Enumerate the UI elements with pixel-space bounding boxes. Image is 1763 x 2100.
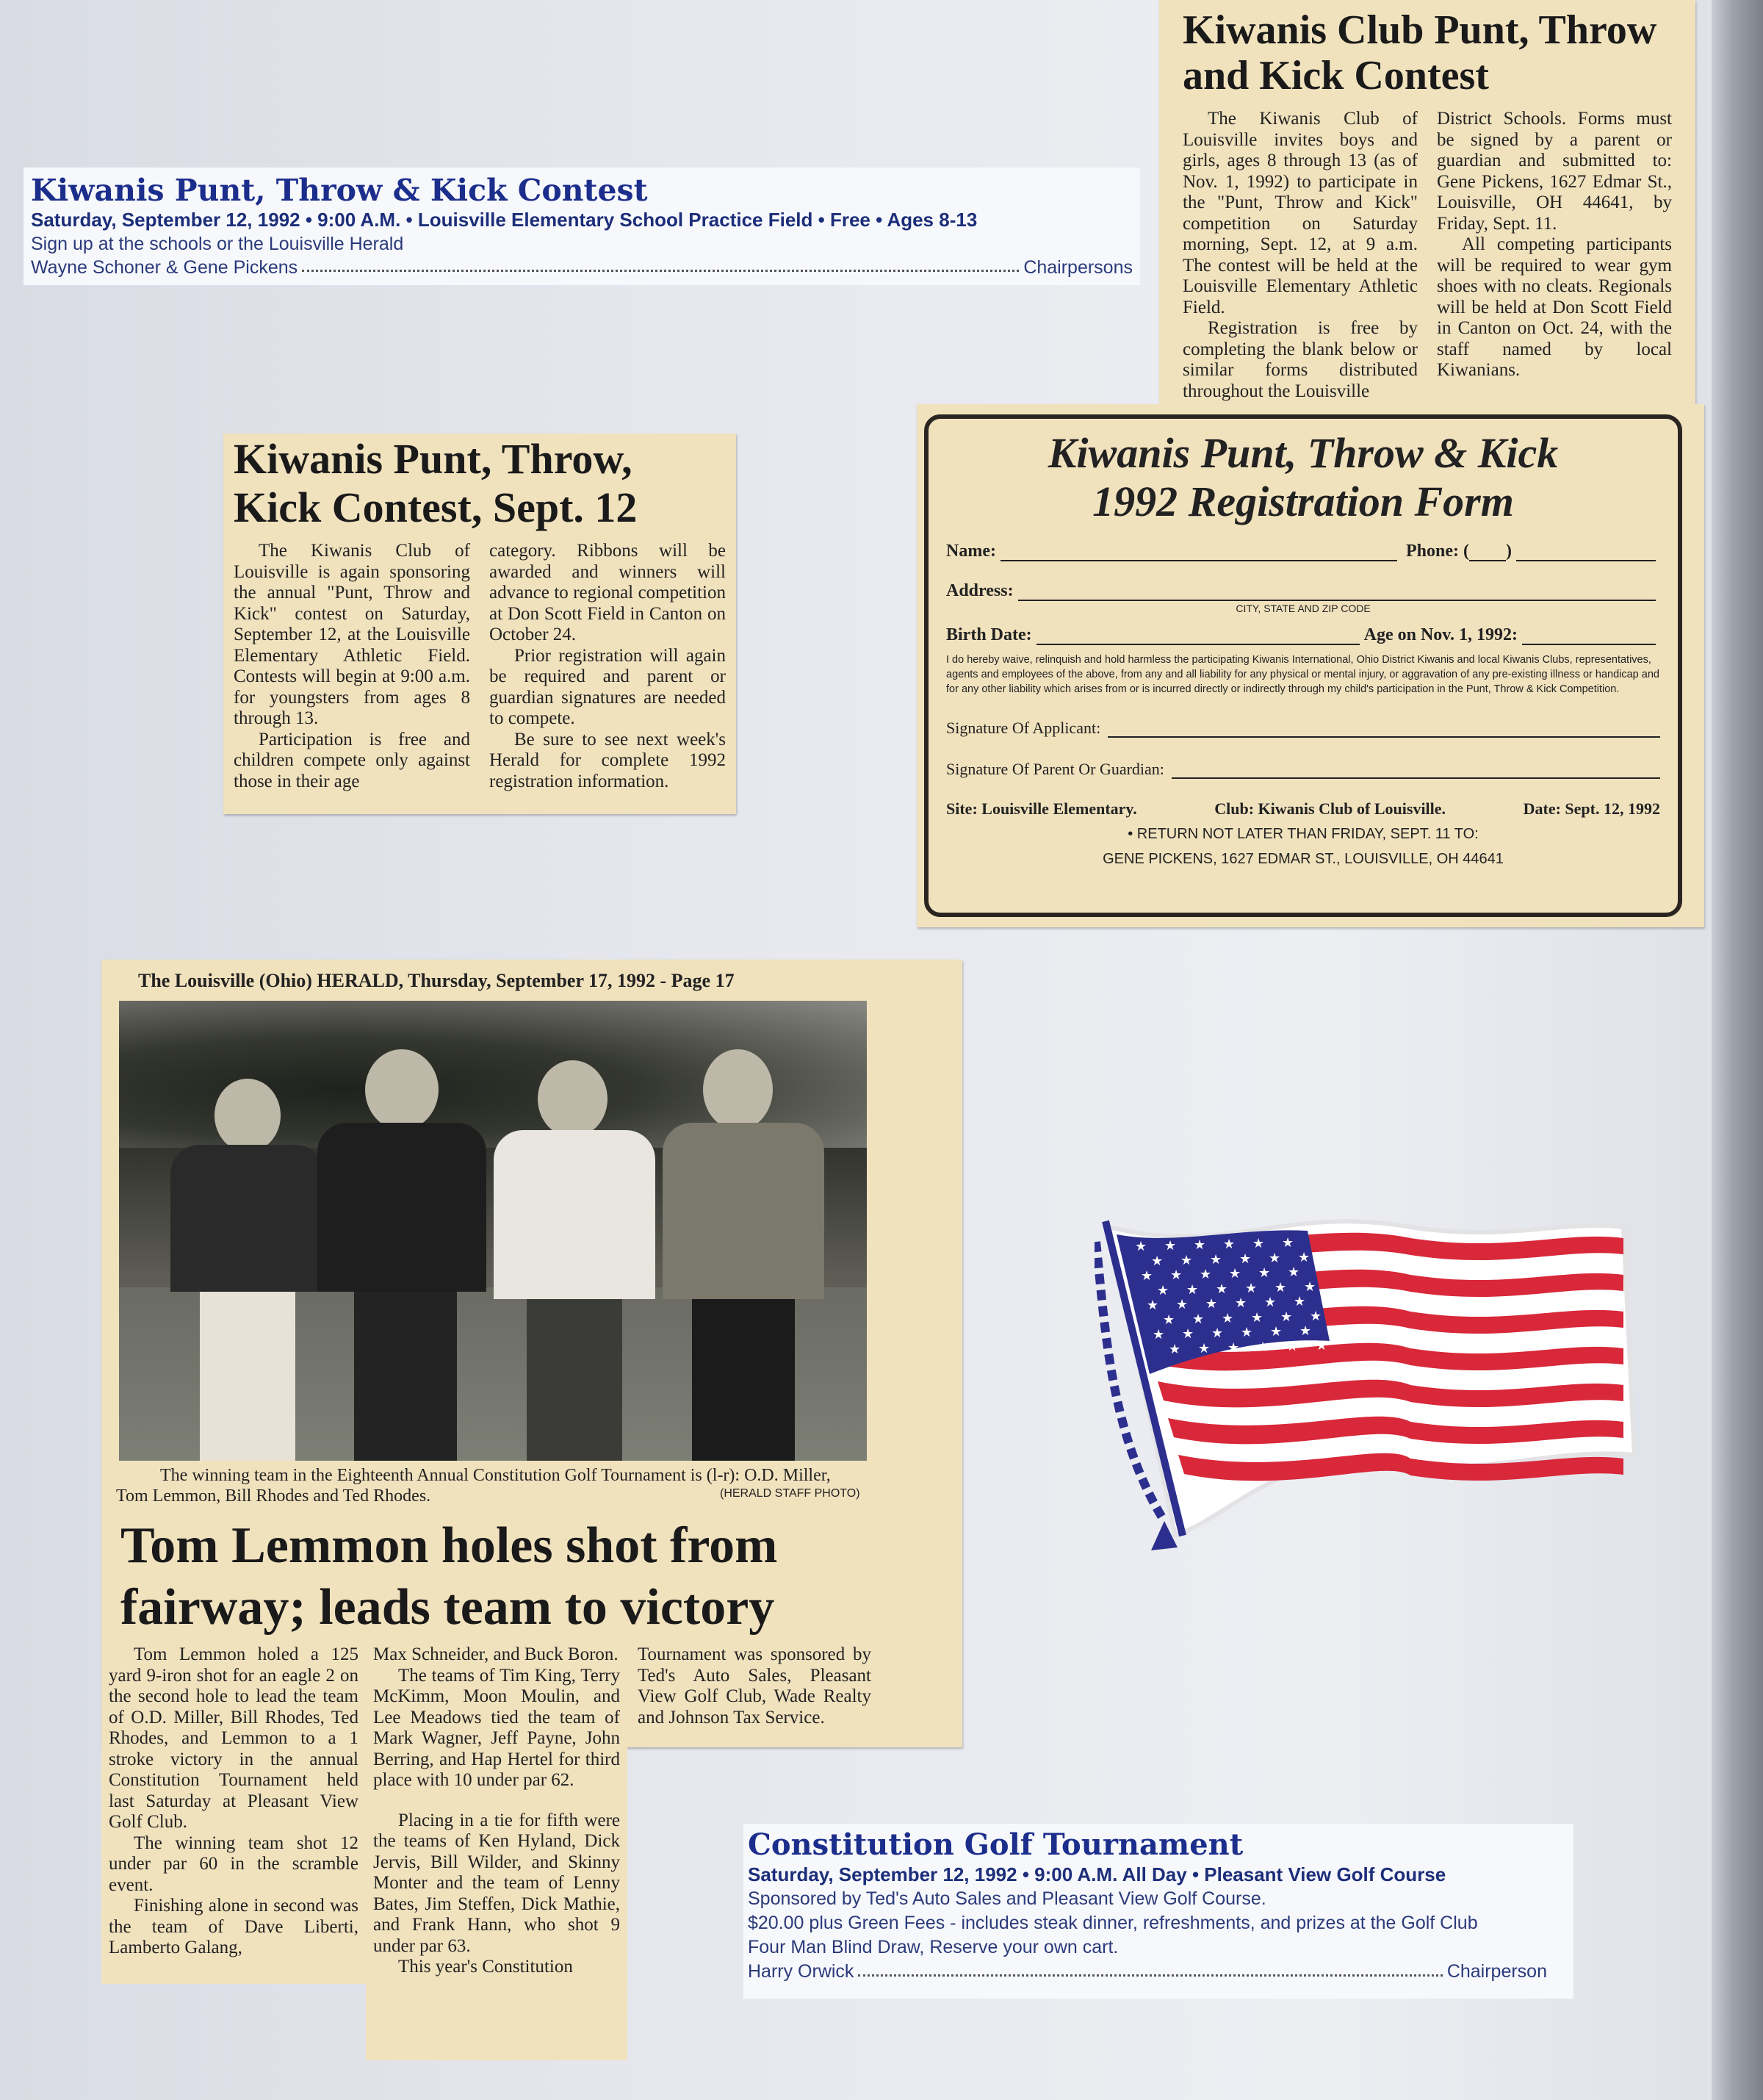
flag-star: ★ — [1222, 1311, 1234, 1326]
label-role: Chairpersons — [1023, 257, 1133, 278]
flag-star: ★ — [1316, 1338, 1328, 1353]
golf-label-name: Harry Orwick — [748, 1961, 854, 1982]
article-paragraph: This year's Constitution — [398, 1957, 573, 1977]
flag-star: ★ — [1169, 1342, 1181, 1357]
clipping-paragraph: Participation is free and children compete only against those in their age — [234, 729, 470, 791]
signature-parent-field[interactable] — [1172, 760, 1660, 779]
flag-star: ★ — [1180, 1253, 1193, 1268]
flag-star: ★ — [1280, 1309, 1293, 1325]
herald-dateline: The Louisville (Ohio) HERALD, Thursday, September 17, 1992 - Page 17 — [138, 970, 735, 991]
form-date: Date: Sept. 12, 1992 — [1523, 799, 1660, 818]
address-field[interactable] — [1018, 578, 1656, 601]
flag-star: ★ — [1198, 1341, 1211, 1356]
phone-close: ) — [1505, 542, 1512, 561]
flag-star: ★ — [1310, 1309, 1322, 1324]
flag-star: ★ — [1304, 1279, 1316, 1295]
return-line1: • RETURN NOT LATER THAN FRIDAY, SEPT. 11 TO: — [1128, 826, 1479, 842]
photo-caption: The winning team in the Eighteenth Annual Constitution Golf Tournament is (l-r): O.D. Miller, Tom Lemmon, Bill Rhodes and Ted Rhodes. — [116, 1466, 831, 1506]
golf-label-title: Constitution Golf Tournament — [748, 1827, 1244, 1862]
phone-area-field[interactable] — [1469, 538, 1506, 561]
signature-parent-label: Signature Of Parent Or Guardian: — [946, 760, 1164, 778]
flag-star: ★ — [1182, 1326, 1194, 1342]
flag-star: ★ — [1176, 1297, 1189, 1312]
waiver-text: I do hereby waive, relinquish and hold harmless the participating Kiwanis International, Ohio District Kiwanis and local Kiwanis Clubs, representatives, agents and employees of the above, from any and all liability for any physical or mental injury, or aggravation of any pre-existing illness or handicap and for any other liability which arises from or is incurred directly or indirectly through my child's participation in the Punt, Throw & Kick Competition. — [946, 654, 1659, 695]
flag-star: ★ — [1211, 1326, 1224, 1341]
golf-label-role: Chairperson — [1446, 1961, 1547, 1982]
address-hint: CITY, STATE AND ZIP CODE — [1236, 603, 1371, 614]
form-title-line1: Kiwanis Punt, Throw & Kick — [1048, 429, 1559, 477]
article-paragraph: Tournament was sponsored by Ted's Auto Sales, Pleasant View Golf Club, Wade Realty and Johnson Tax Service. — [638, 1644, 871, 1727]
article-paragraph: Max Schneider, and Buck Boron. — [373, 1644, 619, 1664]
flag-star: ★ — [1258, 1265, 1271, 1281]
label-names: Wayne Schoner & Gene Pickens — [31, 257, 298, 278]
kiwanis-contest-label — [24, 168, 1140, 285]
phone-field[interactable] — [1516, 538, 1656, 561]
clipping-paragraph: category. Ribbons will be awarded and winners will advance to regional competition at Don Scott Field in Canton on October 24. — [489, 541, 726, 644]
flag-star: ★ — [1288, 1265, 1300, 1280]
flag-star: ★ — [1151, 1254, 1164, 1269]
flag-star: ★ — [1157, 1283, 1169, 1298]
binder-edge — [1712, 0, 1763, 2100]
flag-star: ★ — [1251, 1310, 1263, 1326]
flag-star: ★ — [1153, 1327, 1165, 1342]
phone-label: Phone: ( — [1405, 542, 1469, 561]
flag-star: ★ — [1164, 1238, 1177, 1254]
return-line2: GENE PICKENS, 1627 EDMAR ST., LOUISVILLE, OH 44641 — [1103, 851, 1504, 867]
flag-star: ★ — [1241, 1325, 1253, 1340]
herald-golf-clipping — [101, 960, 962, 1747]
herald-article-col1 — [101, 1644, 366, 1984]
flag-star: ★ — [1269, 1251, 1281, 1266]
signature-applicant-field[interactable] — [1108, 719, 1660, 738]
name-label: Name: — [946, 542, 996, 561]
herald-headline: Tom Lemmon holes shot from fairway; leads team to victory — [120, 1517, 778, 1636]
flag-star: ★ — [1286, 1339, 1299, 1354]
flag-star: ★ — [1229, 1266, 1241, 1281]
flag-star: ★ — [1135, 1239, 1147, 1254]
flag-star: ★ — [1264, 1295, 1277, 1310]
article-paragraph: Placing in a tie for fifth were the teams of Ken Hyland, Dick Jervis, Bill Wilder, and Skinny Monter and the team of Lenny Bates, Jim Steffen, Dick Mathie, and Frank Hann, who shot 9 under par 63. — [373, 1810, 620, 1956]
clipping-paragraph: Be sure to see next week's Herald for complete 1992 registration information. — [489, 729, 726, 791]
article-paragraph: Tom Lemmon holed a 125 yard 9-iron shot for an eagle 2 on the second hole to lead the team of O.D. Miller, Bill Rhodes, Ted Rhodes, and Lemmon to a 1 stroke victory in the annual Constitution Tournament held last Saturday at Pleasant View Golf Club. — [109, 1644, 358, 1832]
sept12-clipping — [223, 434, 736, 814]
clipping-paragraph: Prior registration will again be required and parent or guardian signatures are needed to compete. — [489, 645, 726, 728]
label-title: Kiwanis Punt, Throw & Kick Contest — [31, 173, 648, 208]
golfer-figure — [494, 1060, 655, 1461]
flag-star: ★ — [1163, 1312, 1175, 1328]
golf-label-sponsor: Sponsored by Ted's Auto Sales and Pleasant View Golf Course. — [748, 1888, 1266, 1909]
article-paragraph: Finishing alone in second was the team of Dave Liberti, Lamberto Galang, — [109, 1896, 358, 1957]
golf-tournament-label — [743, 1824, 1573, 1999]
photo-credit: (HERALD STAFF PHOTO) — [720, 1487, 860, 1500]
kiwanis-club-clipping — [1159, 0, 1695, 411]
golf-label-details: Saturday, September 12, 1992 • 9:00 A.M. All Day • Pleasant View Golf Course — [748, 1863, 1446, 1885]
flag-star: ★ — [1252, 1236, 1265, 1251]
golf-label-format: Four Man Blind Draw, Reserve your own cart. — [748, 1937, 1119, 1957]
label-line: Sign up at the schools or the Louisville Herald — [31, 234, 404, 254]
age-field[interactable] — [1522, 622, 1656, 645]
flag-star: ★ — [1299, 1323, 1312, 1339]
form-site: Site: Louisville Elementary. — [946, 799, 1137, 818]
flag-star: ★ — [1194, 1237, 1206, 1253]
golf-label-fees: $20.00 plus Green Fees - includes steak dinner, refreshments, and prizes at the Golf Club — [748, 1913, 1478, 1933]
flag-star: ★ — [1205, 1296, 1218, 1312]
flag-star: ★ — [1298, 1250, 1310, 1265]
age-label: Age on Nov. 1, 1992: — [1363, 625, 1518, 644]
golfer-figure — [663, 1049, 824, 1461]
label-details: Saturday, September 12, 1992 • 9:00 A.M. • Louisville Elementary School Practice Field • Free • Ages 8-13 — [31, 209, 978, 231]
form-title-line2: 1992 Registration Form — [1092, 478, 1514, 525]
flag-star: ★ — [1170, 1267, 1183, 1283]
birth-date-label: Birth Date: — [946, 625, 1032, 644]
flag-star: ★ — [1275, 1280, 1287, 1295]
address-label: Address: — [946, 581, 1014, 600]
flag-star: ★ — [1216, 1281, 1228, 1297]
flag-star: ★ — [1282, 1235, 1294, 1251]
american-flag-sticker — [1095, 1212, 1645, 1558]
signature-applicant-label: Signature Of Applicant: — [946, 719, 1101, 737]
herald-article-col2 — [366, 1644, 627, 2060]
clipping-paragraph: District Schools. Forms must be signed by a parent or guardian and submitted to: Gene Pickens, 1627 Edmar St., Louisville, OH 44641, by Friday, Sept. 11. — [1437, 109, 1672, 234]
clipping-paragraph: All competing participants will be required to wear gym shoes with no cleats. Regionals will be held at Don Scott Field in Canton on Oct. 24, with the staff named by local Kiwanians. — [1437, 234, 1672, 380]
clipping-paragraph: The Kiwanis Club of Louisville invites boys and girls, ages 8 through 13 (as of Nov. 1, 1992) to participate in the "Punt, Throw and Kick" competition on Saturday morning, Sept. 12, at 9 a.m. The contest will be held at the Louisville Elementary Athletic Field. — [1183, 109, 1418, 317]
article-paragraph: The winning team shot 12 under par 60 in the scramble event. — [109, 1833, 358, 1895]
flag-star: ★ — [1186, 1282, 1199, 1298]
flag-star: ★ — [1270, 1324, 1283, 1340]
flag-star: ★ — [1235, 1295, 1247, 1311]
golfer-figure — [317, 1049, 486, 1461]
flag-star: ★ — [1257, 1340, 1269, 1355]
flag-star: ★ — [1192, 1312, 1205, 1327]
clipping-paragraph: The Kiwanis Club of Louisville is again sponsoring the annual "Punt, Throw and Kick" contest on Saturday, September 12, at the Louisville Elementary Athletic Field. Contests will begin at 9:00 a.m. for youngsters from ages 8 through 13. — [234, 541, 470, 728]
article-paragraph: The teams of Tim King, Terry McKimm, Moon Moulin, and Lee Meadows tied the team of Mark Wagner, Jeff Payne, John Berring, and Hap Hertel for third place with 10 under par 62. — [373, 1665, 620, 1790]
clipping-paragraph: Registration is free by completing the blank below or similar forms distributed throughout the Louisville — [1183, 318, 1418, 401]
clipping-headline: Kiwanis Club Punt, Throw and Kick Contest — [1183, 7, 1657, 98]
team-photo — [119, 1001, 867, 1461]
flag-star: ★ — [1239, 1251, 1252, 1267]
flag-star: ★ — [1245, 1281, 1258, 1296]
flag-star: ★ — [1223, 1237, 1236, 1252]
form-club: Club: Kiwanis Club of Louisville. — [1214, 799, 1446, 818]
flag-star: ★ — [1141, 1268, 1153, 1284]
registration-form — [917, 404, 1704, 927]
birth-date-field[interactable] — [1036, 622, 1360, 645]
golfer-figure — [170, 1079, 325, 1461]
flag-star: ★ — [1147, 1298, 1159, 1313]
flag-star: ★ — [1210, 1252, 1222, 1267]
clipping-headline: Kiwanis Punt, Throw, Kick Contest, Sept. 12 — [234, 435, 638, 531]
flag-star: ★ — [1200, 1267, 1212, 1282]
name-field[interactable] — [1001, 538, 1397, 561]
flag-star: ★ — [1227, 1340, 1240, 1356]
flag-star: ★ — [1294, 1294, 1306, 1309]
